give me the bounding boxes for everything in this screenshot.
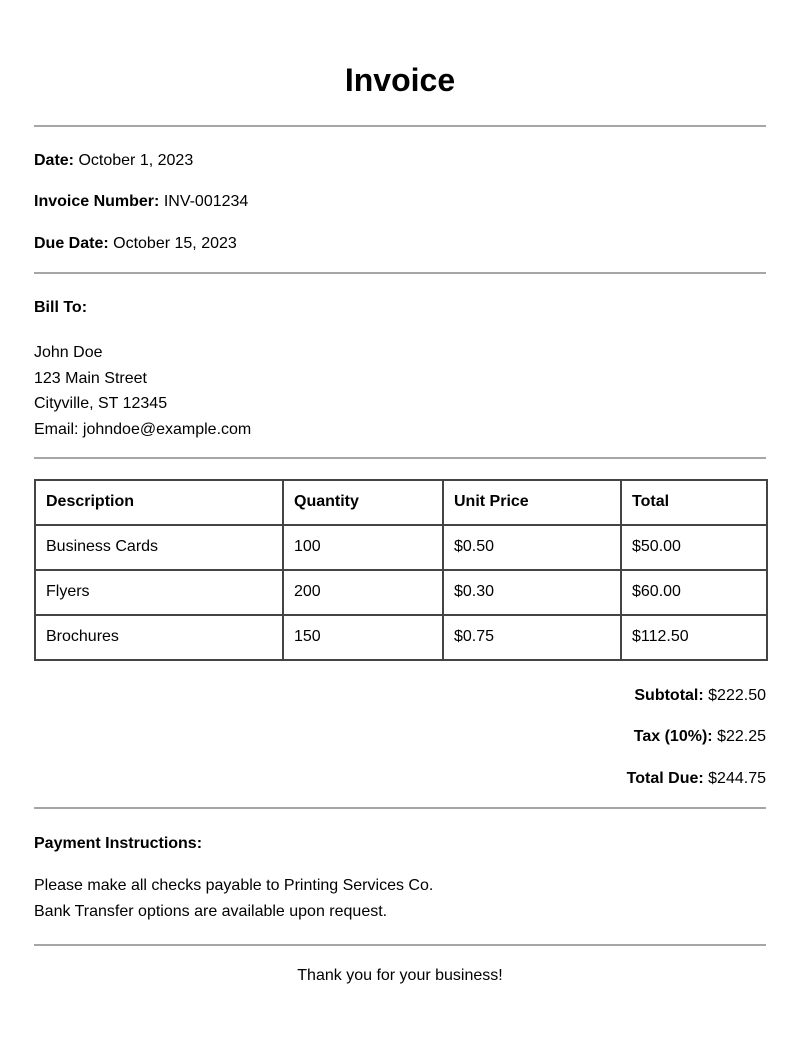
- column-header-unit-price: Unit Price: [443, 480, 621, 525]
- date-value: October 1, 2023: [78, 152, 194, 169]
- due-date-value: October 15, 2023: [113, 235, 237, 252]
- cell-quantity: 150: [283, 615, 443, 660]
- line-items-table: [34, 479, 768, 661]
- table-row: [35, 615, 767, 660]
- payment-instructions-heading: Payment Instructions:: [34, 834, 203, 852]
- divider: [34, 944, 766, 946]
- invoice-number: [34, 192, 766, 211]
- subtotal-label: Subtotal:: [634, 686, 704, 704]
- cell-quantity: 200: [283, 570, 443, 615]
- payment-instructions: [34, 873, 766, 925]
- invoice-number-label: Invoice Number:: [34, 193, 160, 210]
- payment-instruction-line: Please make all checks payable to Printing Services Co.: [34, 876, 434, 894]
- invoice-page: [34, 0, 766, 985]
- due-date: [34, 234, 766, 253]
- cell-quantity: 100: [283, 525, 443, 570]
- tax-value: $22.25: [717, 727, 766, 745]
- table-row: [35, 525, 767, 570]
- divider: [34, 125, 766, 127]
- subtotal-value: $222.50: [708, 686, 766, 704]
- cell-total: $112.50: [621, 615, 767, 660]
- customer-email: Email: johndoe@example.com: [34, 421, 252, 439]
- customer-name: John Doe: [34, 344, 103, 361]
- cell-unit-price: $0.30: [443, 570, 621, 615]
- bill-to-heading: Bill To:: [34, 299, 88, 316]
- customer-street: 123 Main Street: [34, 369, 147, 387]
- cell-total: $60.00: [621, 570, 767, 615]
- payment-instruction-line: Bank Transfer options are available upon request.: [34, 902, 388, 920]
- total-due-label: Total Due:: [626, 769, 704, 787]
- total-due: [34, 769, 766, 788]
- customer-city: Cityville, ST 12345: [34, 395, 168, 413]
- totals-summary: [34, 686, 766, 788]
- tax-label: Tax (10%):: [633, 727, 713, 745]
- thank-you-message: Thank you for your business!: [297, 966, 503, 984]
- divider: [34, 272, 766, 274]
- divider: [34, 807, 766, 809]
- invoice-number-value: INV-001234: [163, 193, 249, 210]
- table-row: [35, 570, 767, 615]
- date-label: Date:: [34, 152, 75, 169]
- column-header-total: Total: [621, 480, 767, 525]
- cell-description: Flyers: [35, 570, 283, 615]
- cell-total: $50.00: [621, 525, 767, 570]
- total-due-value: $244.75: [708, 769, 766, 787]
- cell-description: Brochures: [35, 615, 283, 660]
- due-date-label: Due Date:: [34, 235, 109, 252]
- bill-to-address: [34, 340, 766, 443]
- tax: [34, 727, 766, 746]
- table-header-row: [35, 480, 767, 525]
- cell-description: Business Cards: [35, 525, 283, 570]
- subtotal: [34, 686, 766, 705]
- column-header-description: Description: [35, 480, 283, 525]
- column-header-quantity: Quantity: [283, 480, 443, 525]
- page-title: Invoice: [344, 62, 456, 98]
- invoice-date: [34, 151, 766, 170]
- cell-unit-price: $0.50: [443, 525, 621, 570]
- cell-unit-price: $0.75: [443, 615, 621, 660]
- divider: [34, 457, 766, 459]
